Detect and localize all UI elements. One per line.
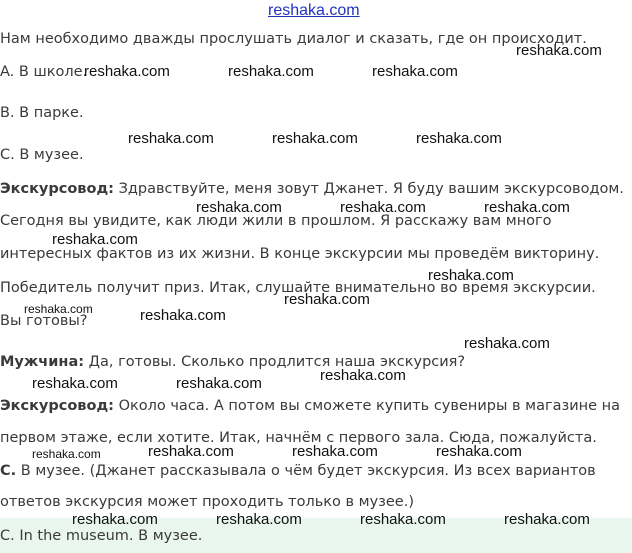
speaker-label: Экскурсовод:: [0, 398, 114, 414]
watermark: reshaka.com: [32, 375, 118, 392]
dialog-text: Победитель получит приз. Итак, слушайте внимательно во время экскурсии.: [0, 280, 596, 296]
watermark: reshaka.com: [340, 199, 426, 216]
dialog-text: интересных фактов из их жизни. В конце экскурсии мы проведём викторину.: [0, 246, 600, 262]
watermark: reshaka.com: [148, 443, 234, 460]
explanation-text: В музее. (Джанет рассказывала о чём будет экскурсия. Из всех вариантов: [16, 463, 596, 479]
watermark: reshaka.com: [228, 63, 314, 80]
watermark: reshaka.com: [128, 130, 214, 147]
dialog-line: [0, 180, 624, 198]
watermark: reshaka.com: [516, 42, 602, 59]
watermark: reshaka.com: [84, 63, 170, 80]
watermark: reshaka.com: [72, 511, 158, 528]
dialog-line: [0, 397, 620, 415]
explanation-label: C.: [0, 463, 17, 479]
watermark: reshaka.com: [196, 199, 282, 216]
watermark: reshaka.com: [320, 367, 406, 384]
site-link[interactable]: reshaka.com: [268, 2, 360, 19]
explanation-line: [0, 462, 596, 480]
watermark: reshaka.com: [140, 307, 226, 324]
watermark: reshaka.com: [372, 63, 458, 80]
speaker-label: Мужчина:: [0, 354, 85, 370]
speaker-label: Экскурсовод:: [0, 181, 114, 197]
watermark: reshaka.com: [52, 231, 138, 248]
watermark: reshaka.com: [360, 511, 446, 528]
dialog-text: первом этаже, если хотите. Итак, начнём с первого зала. Сюда, пожалуйста.: [0, 430, 597, 446]
watermark: reshaka.com: [272, 130, 358, 147]
watermark: reshaka.com: [504, 511, 590, 528]
dialog-text: Сегодня вы увидите, как люди жили в прошлом. Я расскажу вам много: [0, 213, 552, 229]
watermark: reshaka.com: [416, 130, 502, 147]
dialog-text: Около часа. А потом вы сможете купить сувениры в магазине на: [113, 398, 621, 414]
watermark: reshaka.com: [292, 443, 378, 460]
watermark: reshaka.com: [428, 267, 514, 284]
task-prompt: Нам необходимо дважды прослушать диалог и сказать, где он происходит.: [0, 31, 587, 47]
answer-text: C. In the museum. В музее.: [0, 528, 203, 544]
watermark: reshaka.com: [24, 302, 93, 316]
explanation-text: ответов экскурсия может проходить только в музее.): [0, 494, 414, 510]
watermark: reshaka.com: [284, 291, 370, 308]
watermark: reshaka.com: [32, 447, 101, 461]
option-a: A. В школе.: [0, 64, 88, 80]
watermark: reshaka.com: [216, 511, 302, 528]
dialog-text: Вы готовы?: [0, 313, 88, 329]
dialog-text: Да, готовы. Сколько продлится наша экскурсия?: [84, 354, 466, 370]
watermark: reshaka.com: [436, 443, 522, 460]
option-b: B. В парке.: [0, 105, 84, 121]
dialog-text: Здравствуйте, меня зовут Джанет. Я буду вашим экскурсоводом.: [113, 181, 624, 197]
watermark: reshaka.com: [484, 199, 570, 216]
watermark: reshaka.com: [464, 335, 550, 352]
option-c: C. В музее.: [0, 147, 84, 163]
watermark: reshaka.com: [176, 375, 262, 392]
